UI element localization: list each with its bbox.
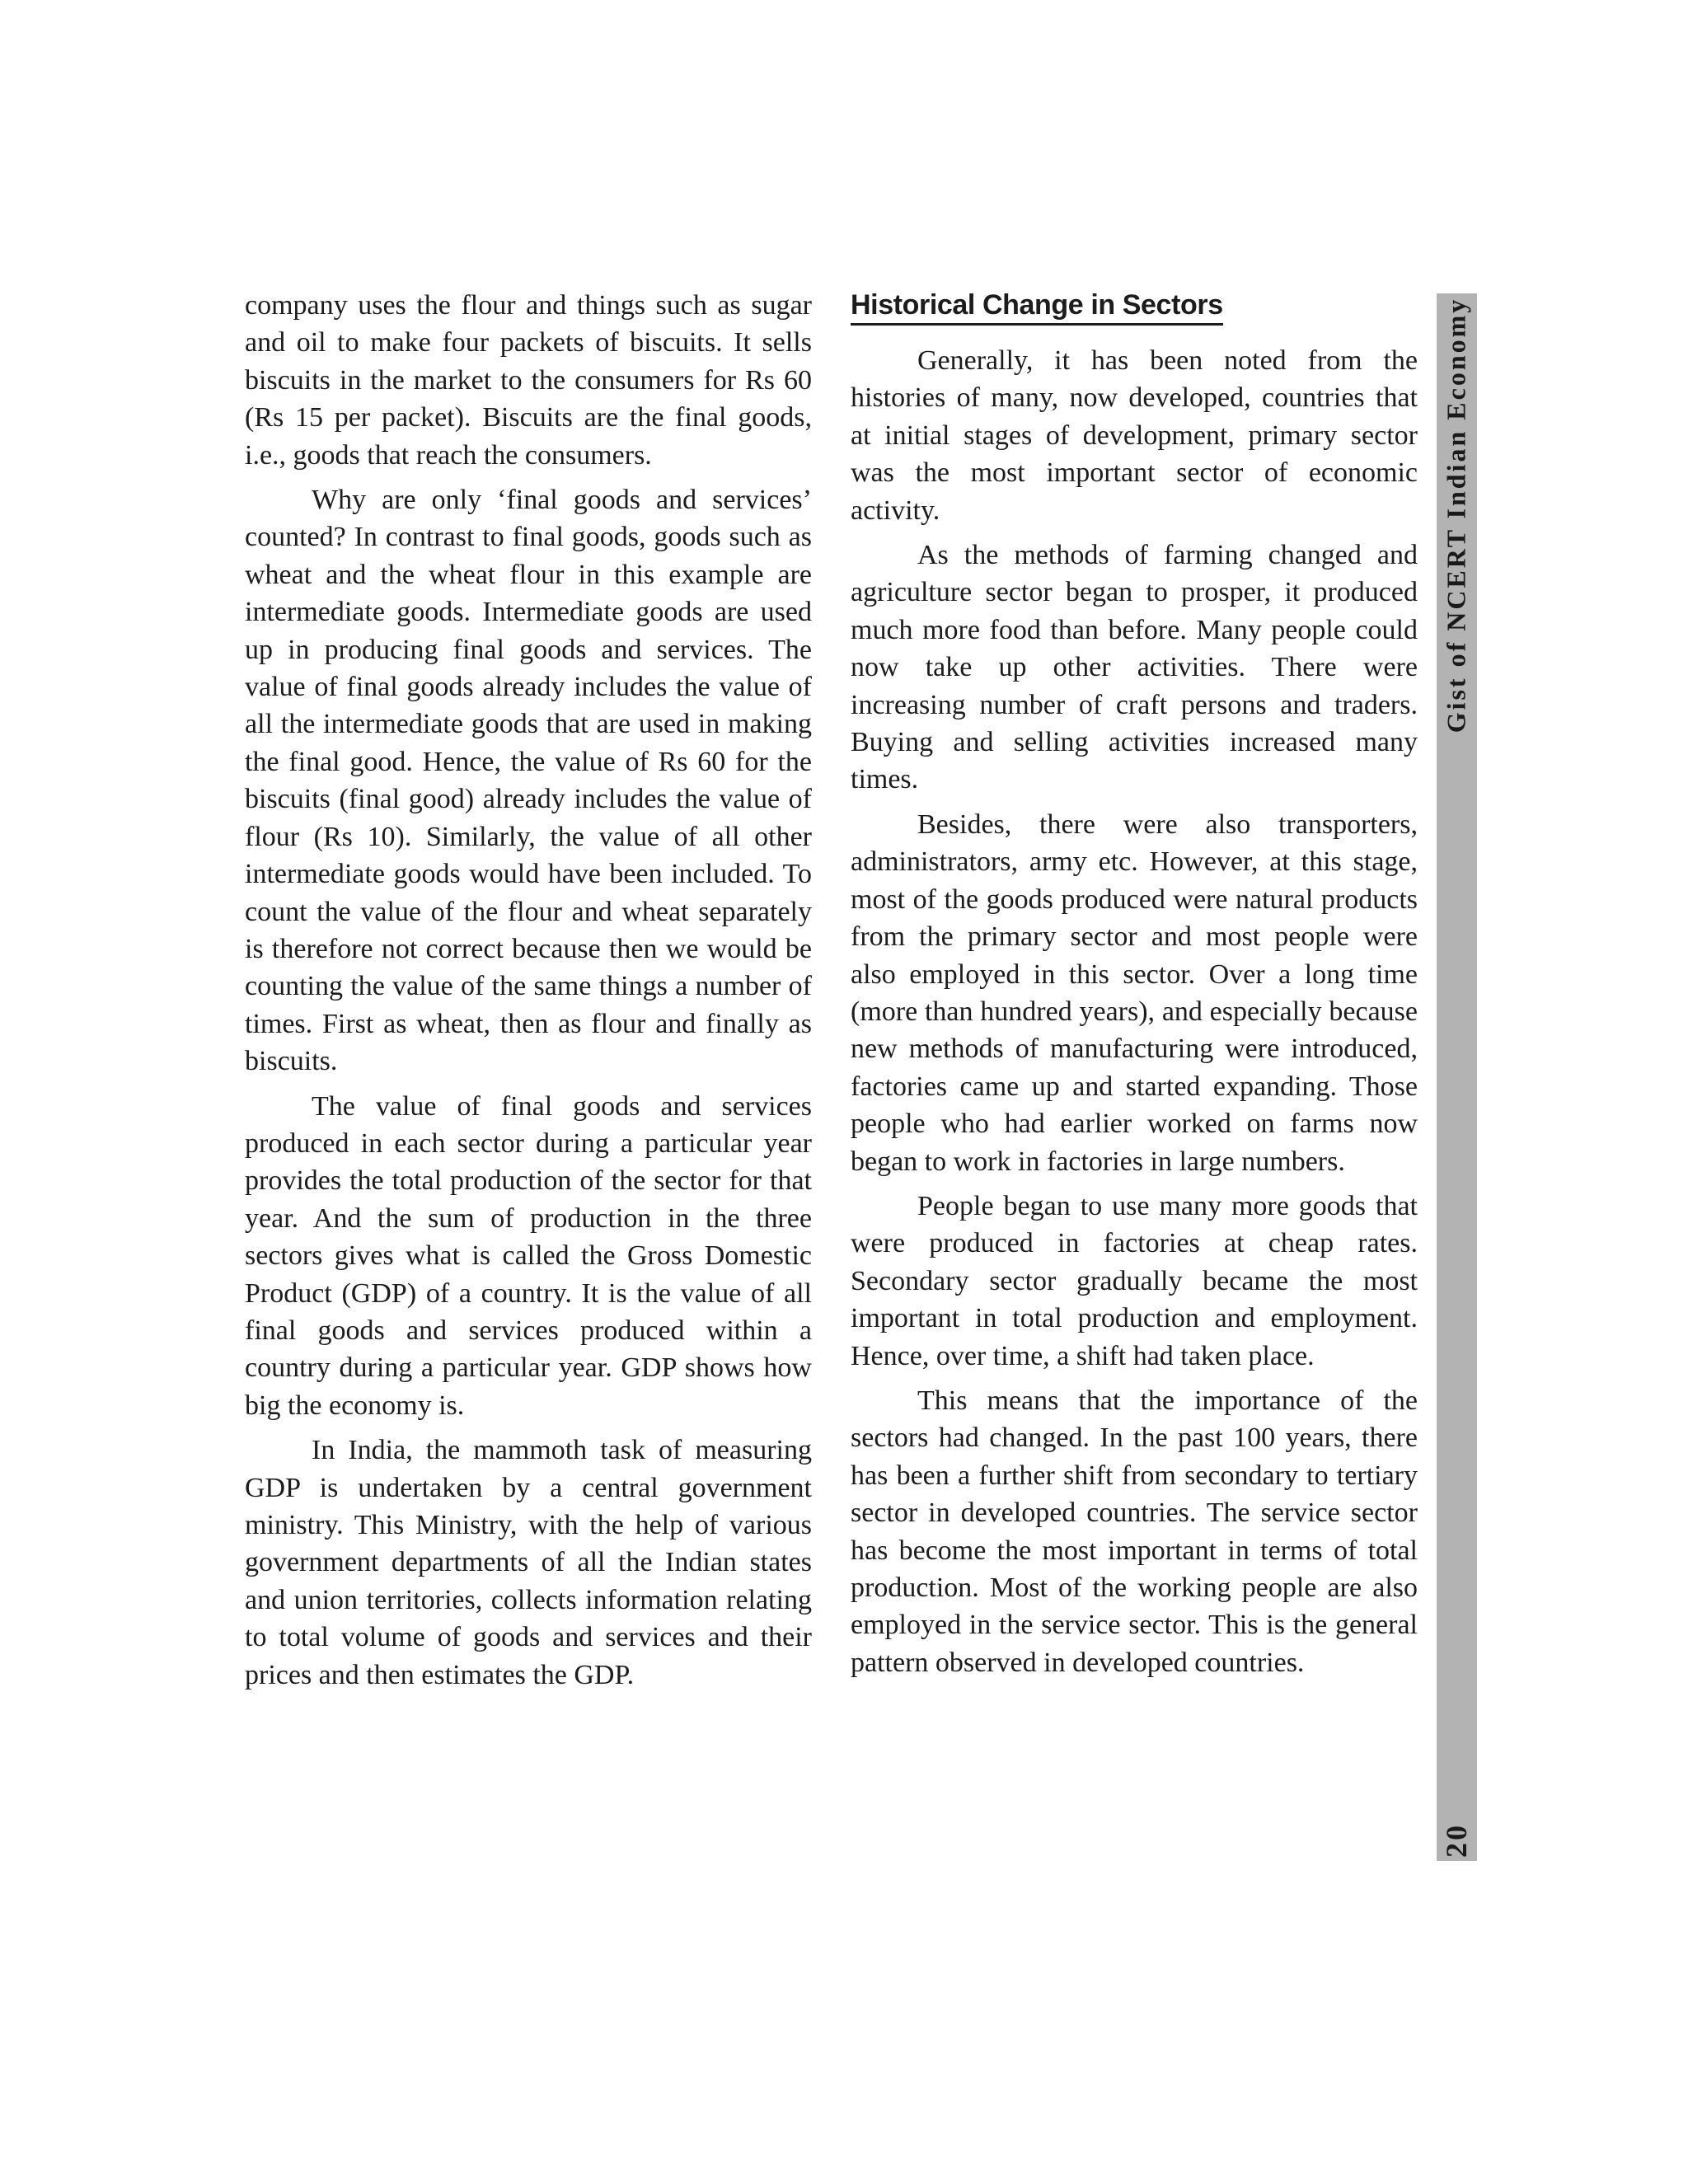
right-column xyxy=(851,287,1418,1689)
paragraph: Why are only ‘final goods and services’ counted? In contrast to final goods, goods such as wheat and the wheat flour in this example are intermediate goods. Intermediate goods are used up in producing final goods and services. The value of final goods already includes the value of all the intermediate goods that are used in making the final good. Hence, the value of Rs 60 for the biscuits (final good) already includes the value of flour (Rs 10). Similarly, the value of all other intermediate goods would have been included. To count the value of the flour and wheat separately is therefore not correct because then we would be counting the value of the same things a number of times. First as wheat, then as flour and finally as biscuits. xyxy=(245,485,812,1077)
paragraph: This means that the importance of the sectors had changed. In the past 100 years, there has been a further shift from secondary to tertiary sector in developed countries. The service sector has become the most important in terms of total production. Most of the working people are also employed in the service sector. This is the general pattern observed in developed countries. xyxy=(851,1385,1418,1678)
left-column xyxy=(245,287,812,1701)
paragraph: As the methods of farming changed and agriculture sector began to prosper, it produced much more food than before. Many people could now take up other activities. There were increasing number of craft persons and traders. Buying and selling activities increased many times. xyxy=(851,540,1418,795)
running-title: Gist of NCERT Indian Economy xyxy=(1441,297,1471,733)
paragraph: Besides, there were also transporters, administrators, army etc. However, at this stage, most of the goods produced were natural products from the primary sector and most people were also employed in this sector. Over a long time (more than hundred years), and especially because new methods of manufacturing were introduced, factories came up and started expanding. Those people who had earlier worked on farms now began to work in factories in large numbers. xyxy=(851,808,1418,1177)
paragraph: People began to use many more goods that were produced in factories at cheap rates. Secondary sector gradually became the most important in total production and employment. Hence, over time, a shift had taken place. xyxy=(851,1190,1418,1371)
paragraph: company uses the flour and things such as sugar and oil to make four packets of biscuits. It sells biscuits in the market to the consumers for Rs 60 (Rs 15 per packet). Biscuits are the final goods, i.e., goods that reach the consumers. xyxy=(245,290,812,471)
section-heading: Historical Change in Sectors xyxy=(851,288,1223,326)
paragraph: In India, the mammoth task of measuring GDP is undertaken by a central government ministry. This Ministry, with the help of various government departments of all the Indian states and union territories, collects information relating to total volume of goods and services and their prices and then estimates the GDP. xyxy=(245,1435,812,1690)
page-number: 20 xyxy=(1440,1823,1473,1858)
paragraph: The value of final goods and services produced in each sector during a particular year provides the total production of the sector for that year. And the sum of production in the three sectors gives what is called the Gross Domestic Product (GDP) of a country. It is the value of all final goods and services produced within a country during a particular year. GDP shows how big the economy is. xyxy=(245,1090,812,1421)
paragraph: Generally, it has been noted from the histories of many, now developed, countries that at initial stages of development, primary sector was the most important sector of economic activity. xyxy=(851,345,1418,526)
